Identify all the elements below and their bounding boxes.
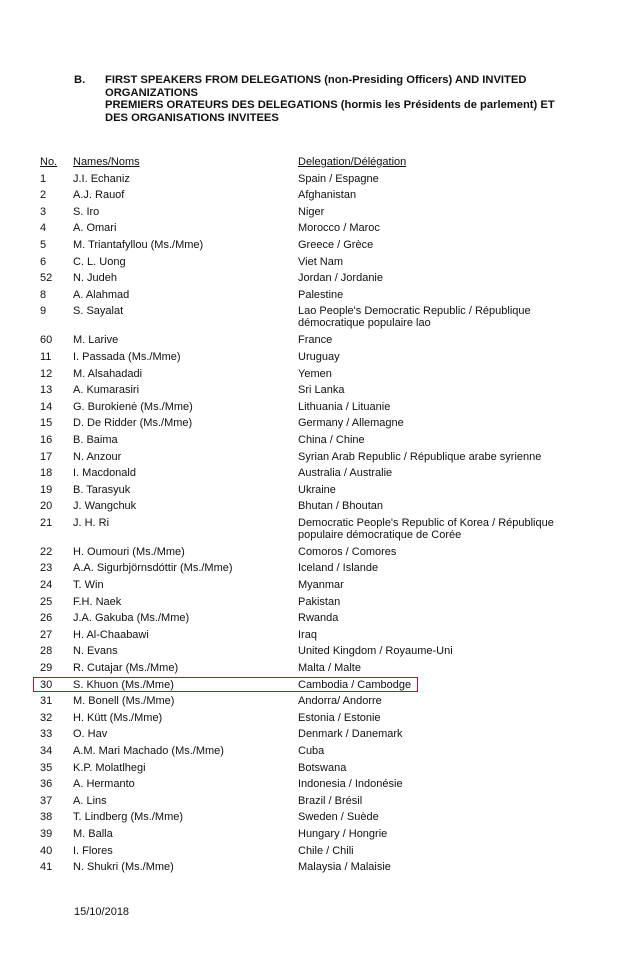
delegation-name: Iraq [298,628,317,641]
delegation-name: Botswana [298,761,347,774]
speaker-name: S. Khuon (Ms./Mme) [73,678,174,691]
delegation-name: Malta / Malte [298,662,361,675]
row-number: 39 [40,827,53,840]
delegation-name: France [298,334,333,347]
table-row [0,610,628,627]
row-number: 23 [40,562,53,575]
row-number: 22 [40,545,53,558]
row-number: 18 [40,467,53,480]
table-row [0,187,628,204]
speaker-name: C. L. Uong [73,255,126,268]
row-number: 26 [40,612,53,625]
row-number: 4 [40,222,47,235]
row-number: 35 [40,761,53,774]
speaker-name: I. Macdonald [73,467,136,480]
delegation-name: Sweden / Suède [298,811,379,824]
row-number: 40 [40,844,53,857]
delegation-name: Morocco / Maroc [298,222,380,235]
table-row [0,515,628,544]
row-number: 20 [40,500,53,513]
speaker-name: J. H. Ri [73,516,110,529]
row-number: 6 [40,255,47,268]
speaker-name: H. Al-Chaabawi [73,628,149,641]
speaker-name: I. Flores [73,844,113,857]
row-number: 52 [40,272,53,285]
row-number: 27 [40,628,53,641]
delegation-name: Rwanda [298,612,339,625]
speaker-name: M. Bonell (Ms./Mme) [73,695,175,708]
delegation-name: Sri Lanka [298,384,345,397]
speaker-name: A. Omari [73,222,117,235]
table-row [0,498,628,515]
table-row [0,577,628,594]
delegation-name: Hungary / Hongrie [298,827,388,840]
table-row [0,220,628,237]
speaker-name: A. Hermanto [73,778,135,791]
speaker-name: J.I. Echaniz [73,172,130,185]
row-number: 30 [40,678,53,691]
delegation-name: Australia / Australie [298,467,393,480]
row-number: 16 [40,433,53,446]
table-row [0,793,628,810]
table-row [0,826,628,843]
title-en-line1: FIRST SPEAKERS FROM DELEGATIONS (non-Presiding Officers) AND INVITED [105,74,527,86]
table-row [0,544,628,561]
row-number: 17 [40,450,53,463]
delegation-name: Viet Nam [298,255,344,268]
table-row [0,465,628,482]
table-row [0,776,628,793]
table-row [0,710,628,727]
table-row [0,432,628,449]
row-number: 21 [40,516,53,529]
delegation-name: China / Chine [298,433,365,446]
section-titles [105,74,595,124]
speaker-name: R. Cutajar (Ms./Mme) [73,662,179,675]
delegation-name: Brazil / Brésil [298,794,363,807]
table-row [0,287,628,304]
speaker-name: N. Evans [73,645,118,658]
speaker-name: J. Wangchuk [73,500,137,513]
table-row [0,726,628,743]
table-row [0,204,628,221]
delegation-name: Bhutan / Bhoutan [298,500,384,513]
delegation-name: Lao People's Democratic Republic / République démocratique populaire lao [298,305,531,330]
speaker-name: H. Kütt (Ms./Mme) [73,711,163,724]
row-number: 12 [40,367,53,380]
delegation-name: Lithuania / Lituanie [298,400,391,413]
table-row [0,382,628,399]
speaker-name: M. Triantafyllou (Ms./Mme) [73,238,204,251]
table-row [0,399,628,416]
delegation-name: Pakistan [298,595,341,608]
delegation-name: Afghanistan [298,189,357,202]
delegation-name: Myanmar [298,579,344,592]
speaker-name: T. Win [73,579,104,592]
title-en-line2: ORGANIZATIONS [105,86,199,99]
row-number: 37 [40,794,53,807]
row-number: 41 [40,861,53,874]
row-number: 29 [40,662,53,675]
table-row [0,693,628,710]
speaker-name: T. Lindberg (Ms./Mme) [73,811,184,824]
delegation-name: Spain / Espagne [298,172,379,185]
speaker-name: A.J. Rauof [73,189,125,202]
delegation-name: Cambodia / Cambodge [298,678,412,691]
table-row [0,859,628,876]
row-number: 9 [40,305,47,318]
header-name: Names/Noms [73,156,140,168]
row-number: 25 [40,595,53,608]
speaker-name: B. Tarasyuk [73,483,131,496]
header-delegation: Delegation/Délégation [298,156,407,168]
speaker-name: A. Lins [73,794,107,807]
table-row [0,594,628,611]
section-letter: B. [74,74,86,86]
title-fr-line1: PREMIERS ORATEURS DES DELEGATIONS (hormis les Présidents de parlement) ET [105,99,555,111]
header-no: No. [40,156,58,168]
row-number: 2 [40,189,47,202]
speaker-name: N. Judeh [73,272,118,285]
speaker-name: K.P. Molatlhegi [73,761,146,774]
delegation-name: Estonia / Estonie [298,711,381,724]
speaker-name: N. Shukri (Ms./Mme) [73,861,174,874]
delegation-name: Niger [298,205,325,218]
delegation-name: United Kingdom / Royaume-Uni [298,645,453,658]
row-number: 1 [40,172,47,185]
delegation-name: Uruguay [298,350,340,363]
speaker-name: J.A. Gakuba (Ms./Mme) [73,612,190,625]
row-number: 5 [40,238,47,251]
table-row [0,303,628,332]
delegation-name: Chile / Chili [298,844,354,857]
row-number: 33 [40,728,53,741]
table-row [0,349,628,366]
speaker-name: B. Baima [73,433,118,446]
delegation-name: Cuba [298,745,325,757]
speaker-name: D. De Ridder (Ms./Mme) [73,417,193,430]
table-row [0,660,628,677]
speaker-name: H. Oumouri (Ms./Mme) [73,545,185,558]
delegation-name: Greece / Grèce [298,238,374,251]
speaker-name: I. Passada (Ms./Mme) [73,350,181,363]
table-row [0,482,628,499]
table-row [0,843,628,860]
row-number: 28 [40,645,53,658]
table-row [0,270,628,287]
speaker-name: M. Balla [73,827,113,840]
speaker-name: A. Kumarasiri [73,384,140,397]
row-number: 31 [40,695,53,708]
speaker-name: A.M. Mari Machado (Ms./Mme) [73,745,224,757]
footer-date: 15/10/2018 [74,906,130,918]
delegation-name: Andorra/ Andorre [298,695,382,708]
table-row [0,809,628,826]
row-number: 36 [40,778,53,791]
row-number: 3 [40,205,47,218]
delegation-name: Malaysia / Malaisie [298,861,391,874]
row-number: 38 [40,811,53,824]
table-row [0,449,628,466]
table-row [0,760,628,777]
delegation-name: Indonesia / Indonésie [298,778,403,791]
speaker-name: N. Anzour [73,450,122,463]
delegation-name: Jordan / Jordanie [298,272,383,285]
row-number: 19 [40,483,53,496]
speaker-list [0,154,628,876]
speaker-name: O. Hav [73,728,108,741]
delegation-name: Democratic People's Republic of Korea / République populaire démocratique de Corée [298,516,554,541]
delegation-name: Comoros / Comores [298,545,397,558]
delegation-name: Palestine [298,288,344,301]
row-number: 11 [40,350,52,363]
speaker-name: M. Larive [73,334,119,347]
row-number: 15 [40,417,53,430]
table-row [0,743,628,760]
table-row [0,237,628,254]
speaker-name: M. Alsahadadi [73,367,143,380]
table-row [0,643,628,660]
speaker-name: F.H. Naek [73,595,122,608]
table-row-highlighted [0,677,628,694]
delegation-name: Iceland / Islande [298,562,379,575]
speaker-name: A. Alahmad [73,288,130,301]
row-number: 24 [40,579,53,592]
row-number: 8 [40,288,47,301]
table-row [0,332,628,349]
row-number: 13 [40,384,53,397]
table-row [0,171,628,188]
table-row [0,560,628,577]
title-fr-line2: DES ORGANISATIONS INVITEES [105,111,279,124]
table-row [0,627,628,644]
delegation-name: Germany / Allemagne [298,417,404,430]
row-number: 32 [40,711,53,724]
speaker-name: S. Iro [73,205,100,218]
speaker-name: A.A. Sigurbjörnsdóttir (Ms./Mme) [73,562,233,575]
row-number: 60 [40,334,53,347]
table-row [0,254,628,271]
table-row [0,366,628,383]
delegation-name: Syrian Arab Republic / République arabe syrienne [298,450,542,463]
speaker-name: G. Burokienė (Ms./Mme) [73,400,193,413]
delegation-name: Yemen [298,367,332,380]
list-header [0,154,628,171]
row-number: 14 [40,400,53,413]
delegation-name: Ukraine [298,483,336,496]
row-number: 34 [40,745,53,757]
delegation-name: Denmark / Danemark [298,728,403,741]
table-row [0,415,628,432]
speaker-name: S. Sayalat [73,305,124,318]
